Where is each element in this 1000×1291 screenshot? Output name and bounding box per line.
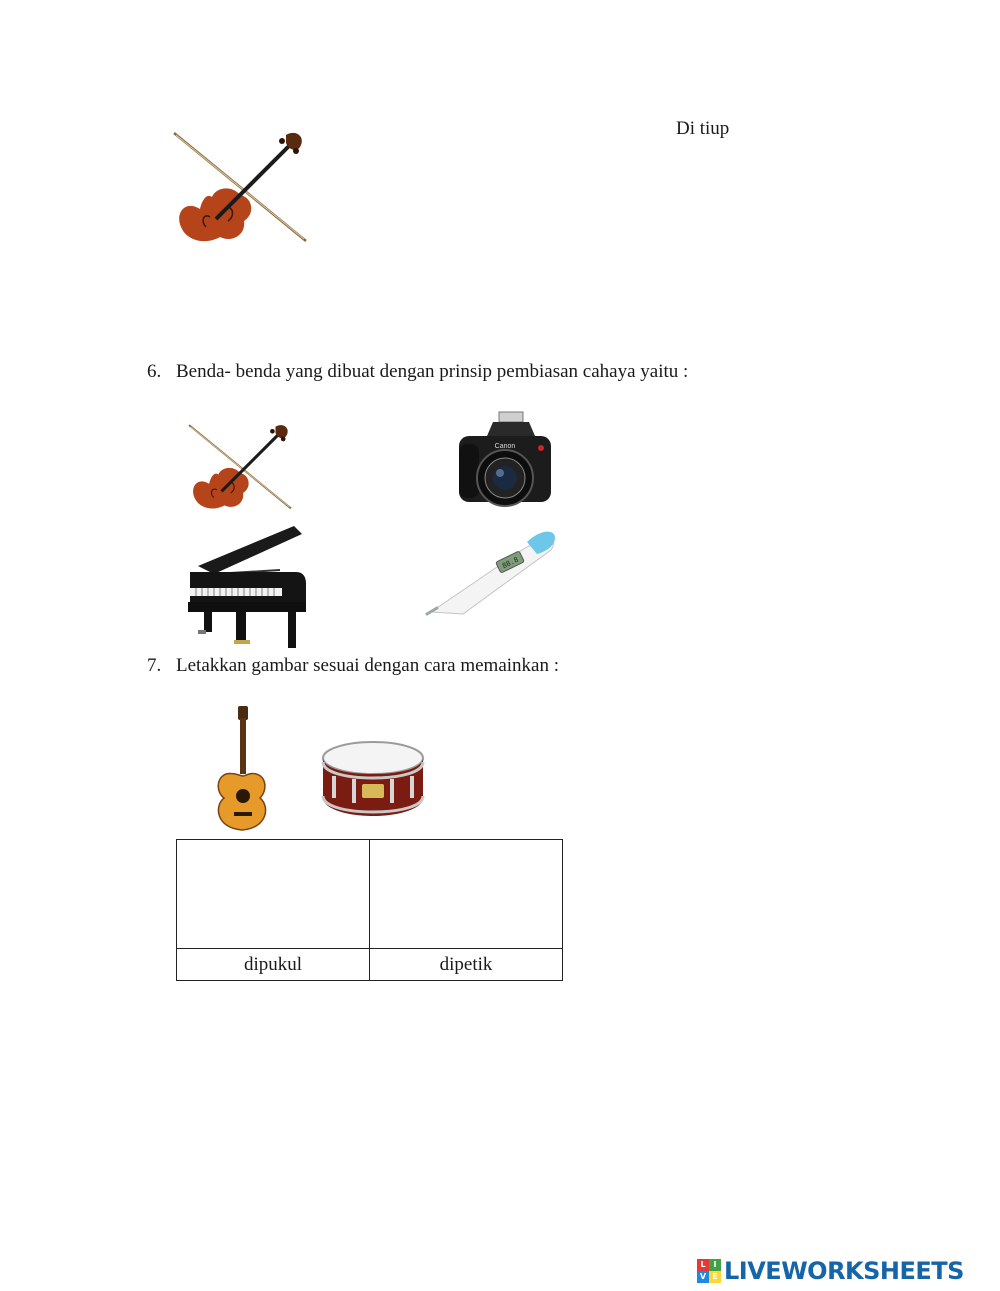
grand-piano-image[interactable] (184, 522, 310, 652)
question-6-text: Benda- benda yang dibuat dengan prinsip pembiasan cahaya yaitu : (176, 361, 689, 382)
label-dipetik: dipetik (370, 949, 563, 981)
drop-zone-dipetik[interactable] (370, 840, 563, 949)
svg-text:Canon: Canon (494, 443, 516, 450)
question-6-number: 6. (147, 361, 162, 382)
drop-zone-dipukul[interactable] (177, 840, 370, 949)
question-7-text: Letakkan gambar sesuai dengan cara memainkan : (176, 655, 559, 676)
violin-image-top (170, 127, 310, 245)
acoustic-guitar-image[interactable] (210, 704, 274, 834)
answer-table (176, 839, 563, 981)
snare-drum-image[interactable] (318, 726, 428, 828)
logo-text: LIVEWORKSHEETS (724, 1257, 964, 1285)
digital-thermometer-image[interactable] (423, 524, 559, 616)
violin-image[interactable] (186, 414, 294, 518)
label-dipukul: dipukul (177, 949, 370, 981)
logo-mark-icon: L I V E (697, 1259, 721, 1283)
question-7-number: 7. (147, 655, 162, 676)
top-label-di-tiup: Di tiup (676, 118, 730, 139)
liveworksheets-logo (697, 1256, 964, 1286)
camera-image[interactable] (455, 408, 555, 516)
svg-text:88.8: 88.8 (501, 555, 520, 571)
